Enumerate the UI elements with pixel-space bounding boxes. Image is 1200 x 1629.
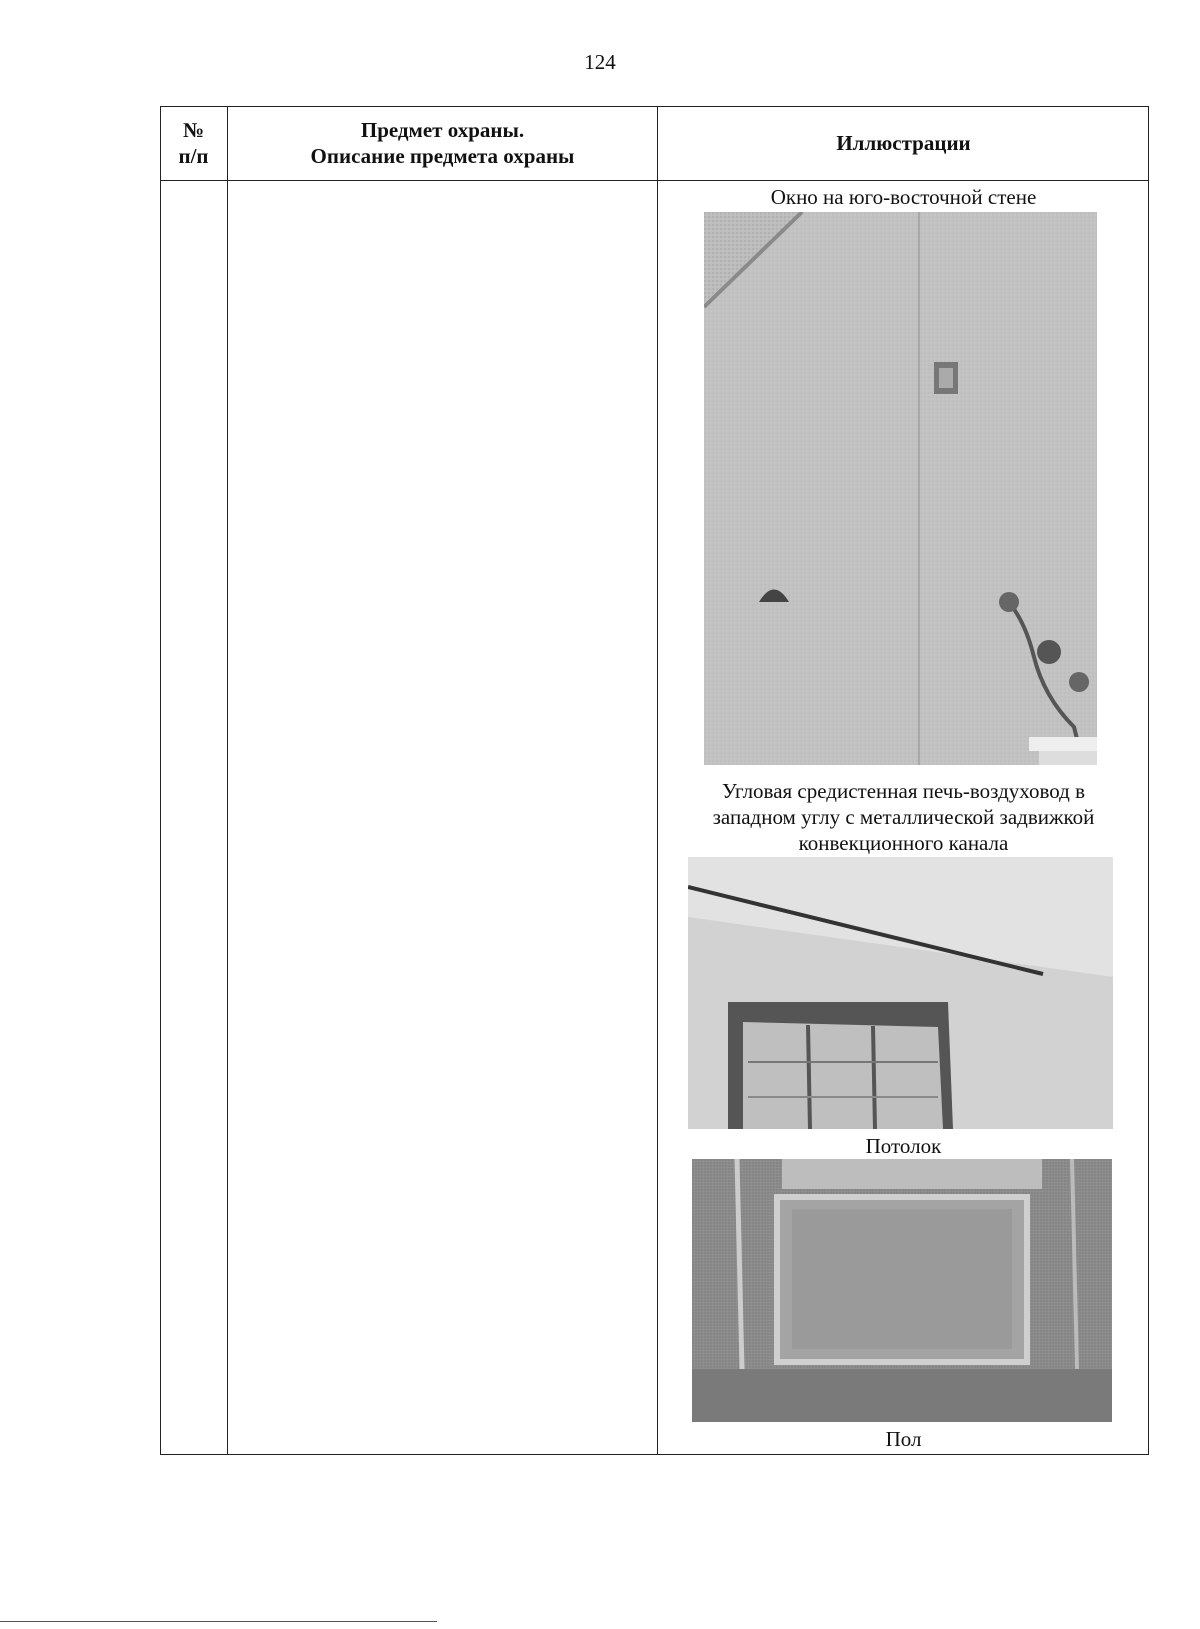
caption-stove-line1: Угловая средистенная печь-воздуховод в (722, 779, 1085, 803)
protection-table (160, 106, 1149, 1455)
header-divider (160, 180, 1149, 181)
photo-floor (692, 1159, 1112, 1422)
photo-ceiling (688, 857, 1113, 1129)
photo-wall-corner (704, 212, 1097, 765)
caption-ceiling: Потолок (865, 1134, 942, 1158)
caption-stove-line3: конвекционного канала (798, 831, 1009, 855)
header-number-line2: п/п (178, 144, 209, 168)
caption-stove-line2: западном углу с металлической задвижкой (712, 805, 1095, 829)
header-illustrations-label: Иллюстрации (836, 131, 971, 155)
caption-window: Окно на юго-восточной стене (770, 185, 1037, 209)
header-number-line1: № (182, 118, 205, 142)
footer-rule (0, 1621, 437, 1622)
header-number (160, 106, 227, 180)
header-subject (228, 106, 657, 180)
header-subject-line1: Предмет охраны. (360, 118, 525, 142)
header-illustrations (658, 106, 1149, 180)
header-subject-line2: Описание предмета охраны (310, 144, 575, 168)
caption-floor: Пол (885, 1427, 922, 1451)
page-number: 124 (584, 50, 616, 74)
column-divider (227, 106, 228, 1455)
